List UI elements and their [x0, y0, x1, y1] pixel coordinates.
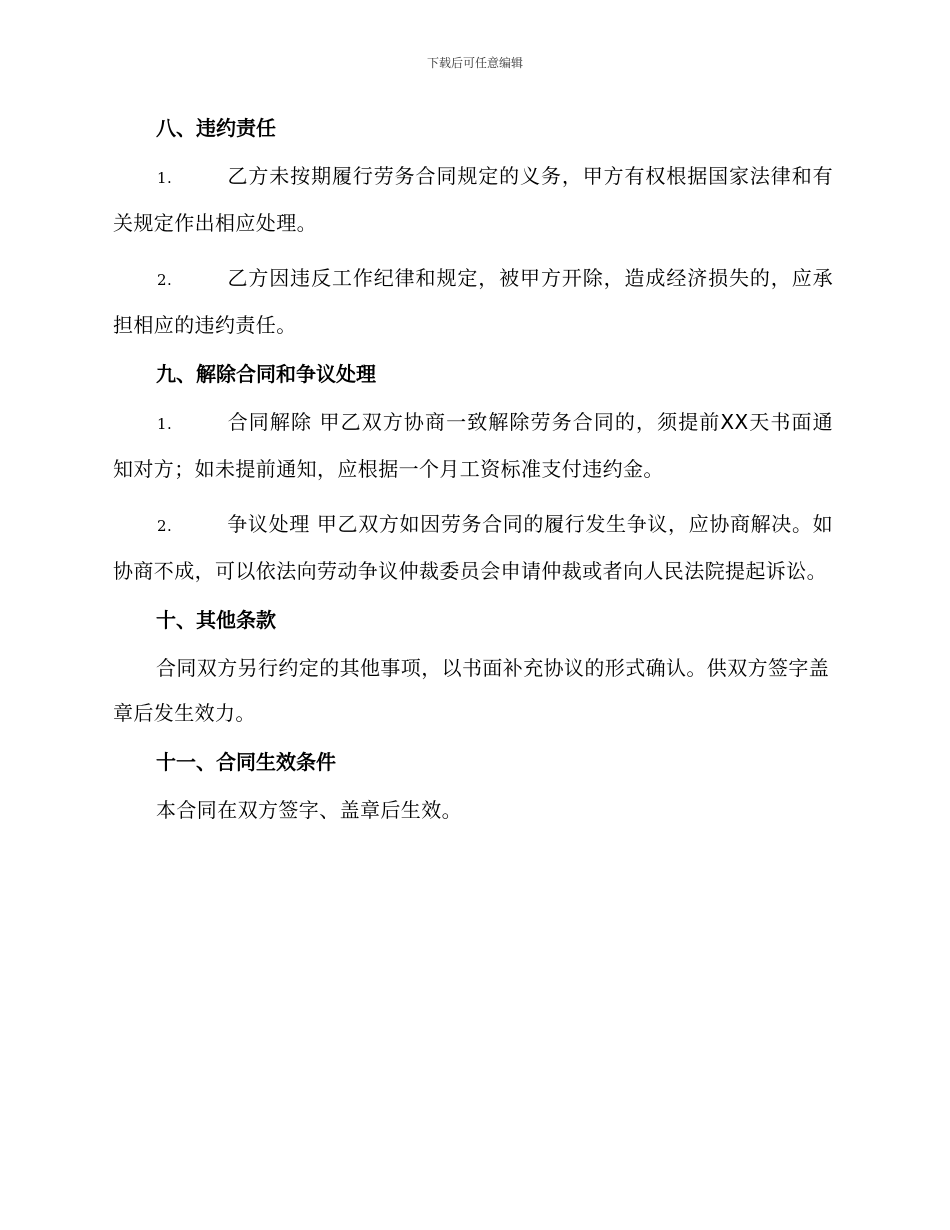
clause-text: 合同解除 甲乙双方协商一致解除劳务合同的，须提前XX天书面通知对方；如未提前通知，应根据一个月工资标准支付违约金。 — [113, 410, 833, 481]
clause-text: 乙方未按期履行劳务合同规定的义务，甲方有权根据国家法律和有关规定作出相应处理。 — [113, 164, 833, 235]
clause-item — [113, 400, 833, 492]
clause-number: 1. — [157, 169, 173, 187]
page-header-note: 下载后可任意编辑 — [426, 56, 523, 70]
clause-number: 2. — [157, 271, 173, 289]
section-heading-termination: 九、解除合同和争议处理 — [156, 362, 376, 386]
document-body — [113, 110, 833, 833]
paragraph-effective-conditions: 本合同在双方签字、盖章后生效。 — [156, 798, 462, 822]
clause-number: 2. — [157, 517, 173, 535]
clause-item — [113, 154, 833, 246]
section-heading-other-terms: 十、其他条款 — [156, 608, 276, 632]
section-heading-breach: 八、违约责任 — [156, 116, 276, 140]
clause-item — [113, 256, 833, 348]
paragraph-other-terms: 合同双方另行约定的其他事项，以书面补充协议的形式确认。供双方签字盖章后发生效力。 — [113, 656, 830, 725]
clause-text: 乙方因违反工作纪律和规定，被甲方开除，造成经济损失的，应承担相应的违约责任。 — [113, 266, 833, 337]
clause-number: 1. — [157, 415, 173, 433]
clause-item — [113, 502, 833, 594]
clause-text: 争议处理 甲乙双方如因劳务合同的履行发生争议，应协商解决。如协商不成，可以依法向劳动争议仲裁委员会申请仲裁或者向人民法院提起诉讼。 — [113, 512, 833, 583]
section-heading-effective-conditions: 十一、合同生效条件 — [156, 750, 336, 774]
